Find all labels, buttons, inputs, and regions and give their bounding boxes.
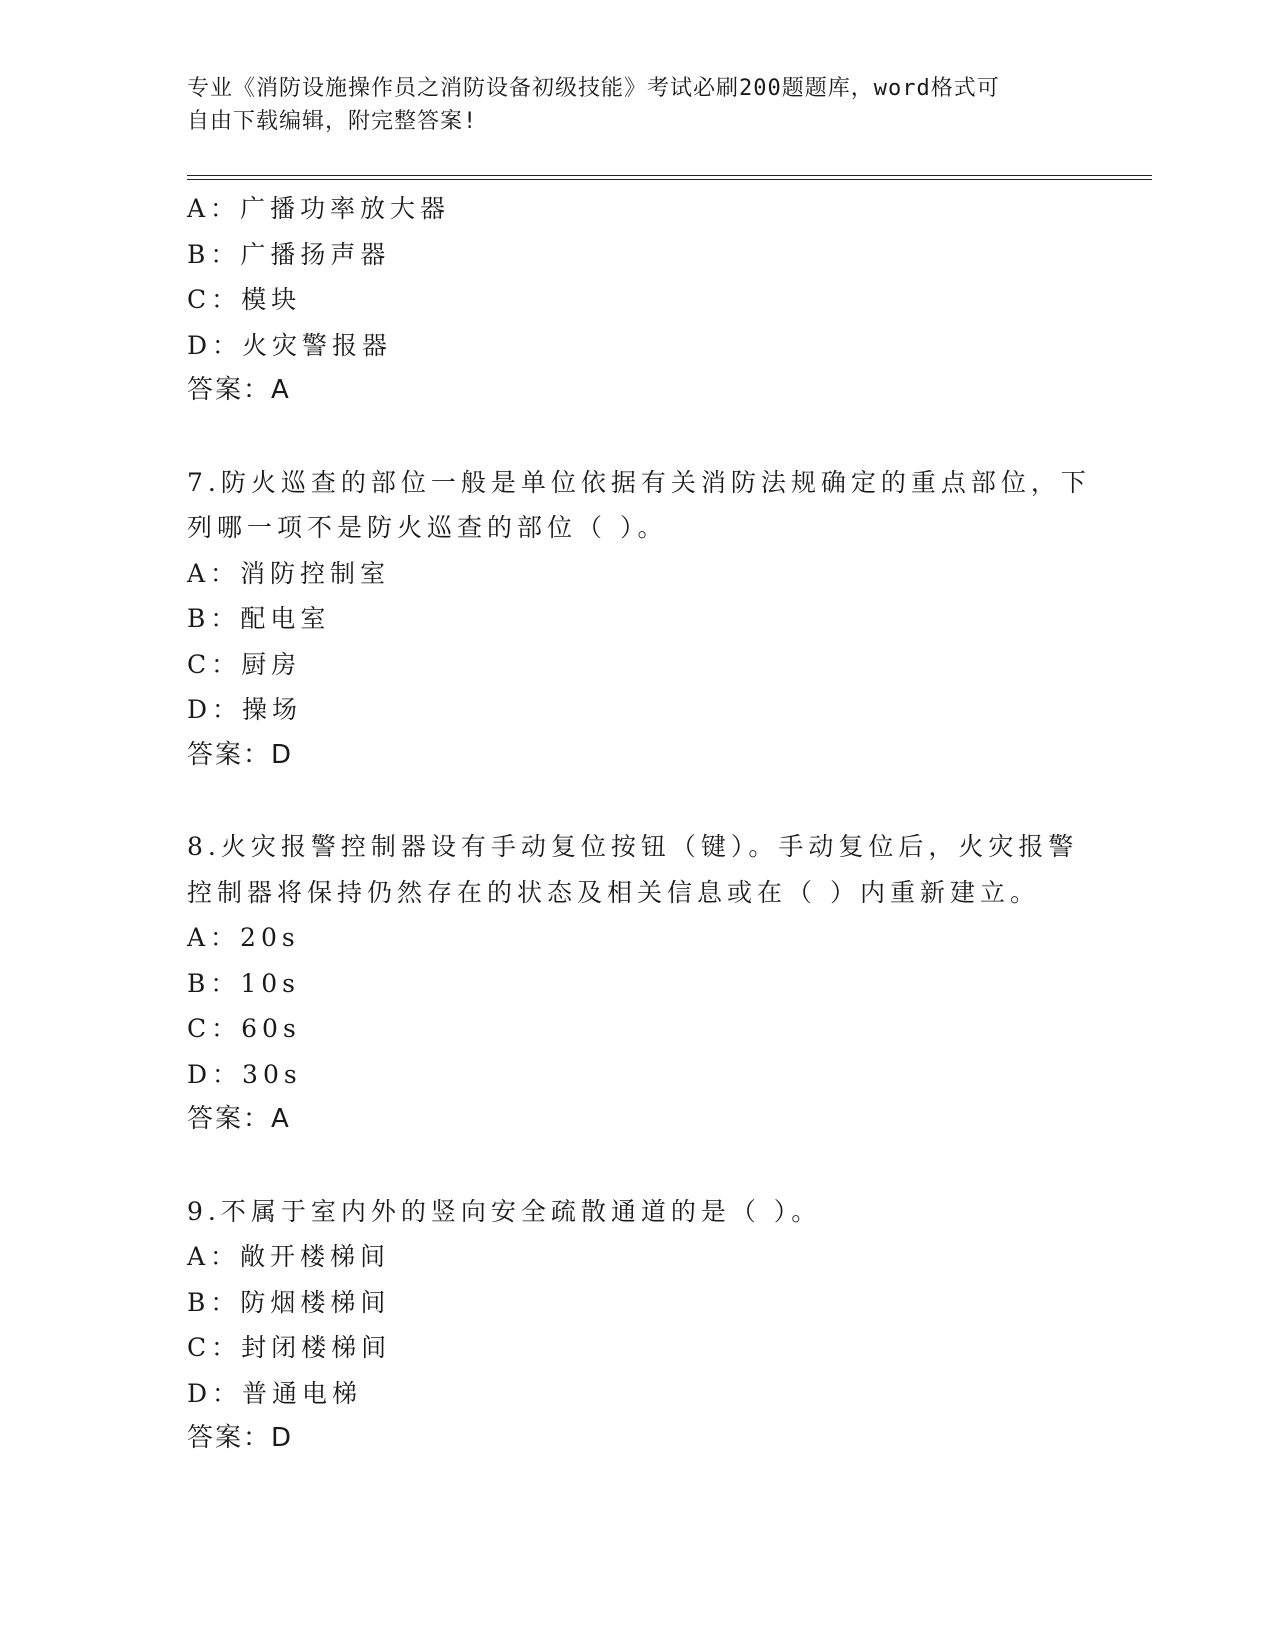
document-header bbox=[187, 72, 1067, 138]
question-text: 8.火灾报警控制器设有手动复位按钮（键）。手动复位后，火灾报警 bbox=[187, 832, 1079, 861]
option-c: C：封闭楼梯间 bbox=[187, 1333, 392, 1362]
question-text: 列哪一项不是防火巡查的部位（ ）。 bbox=[187, 513, 668, 542]
option-b: B：防烟楼梯间 bbox=[187, 1287, 391, 1317]
question-text: 控制器将保持仍然存在的状态及相关信息或在（ ）内重新建立。 bbox=[187, 877, 1040, 907]
option-d: D：操场 bbox=[187, 695, 303, 724]
header-line-1: 专业《消防设施操作员之消防设备初级技能》考试必刷200题题库，word格式可 bbox=[187, 76, 1000, 101]
question-block-8 bbox=[187, 824, 1087, 1143]
question-block-9 bbox=[187, 1189, 1087, 1462]
option-c: C：厨房 bbox=[187, 649, 302, 679]
spacer bbox=[187, 1143, 1087, 1189]
option-d: D：30s bbox=[187, 1059, 302, 1089]
option-b: B：配电室 bbox=[187, 604, 331, 633]
question-block-prev bbox=[187, 186, 1087, 414]
option-a: A：广播功率放大器 bbox=[187, 194, 451, 223]
answer-line: 答案：A bbox=[187, 375, 291, 405]
answer-line: 答案：A bbox=[187, 1104, 291, 1134]
option-b: B：10s bbox=[187, 968, 301, 998]
option-d: D：普通电梯 bbox=[187, 1378, 363, 1408]
question-text: 9.不属于室内外的竖向安全疏散通道的是（ ）。 bbox=[187, 1196, 822, 1226]
answer-line: 答案：D bbox=[187, 739, 294, 770]
question-block-7 bbox=[187, 460, 1091, 779]
answer-line: 答案：D bbox=[187, 1423, 294, 1453]
option-a: A：敞开楼梯间 bbox=[187, 1242, 391, 1271]
spacer bbox=[187, 778, 1087, 824]
option-c: C：模块 bbox=[187, 285, 302, 314]
spacer bbox=[187, 414, 1087, 460]
question-text: 7.防火巡查的部位一般是单位依据有关消防法规确定的重点部位，下 bbox=[187, 467, 1091, 497]
question-list bbox=[187, 186, 1091, 1462]
option-c: C：60s bbox=[187, 1014, 301, 1043]
option-a: A：消防控制室 bbox=[187, 558, 391, 588]
option-b: B：广播扬声器 bbox=[187, 239, 391, 269]
header-line-2: 自由下载编辑，附完整答案! bbox=[187, 109, 478, 134]
option-a: A：20s bbox=[187, 923, 300, 952]
option-d: D：火灾警报器 bbox=[187, 330, 393, 360]
header-divider bbox=[187, 175, 1152, 180]
